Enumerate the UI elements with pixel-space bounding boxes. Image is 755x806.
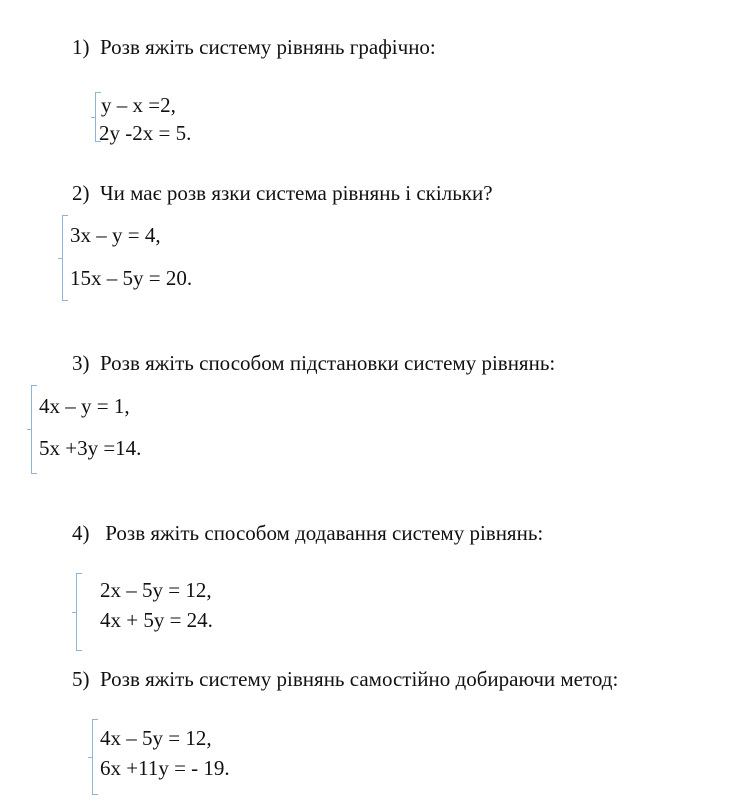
- task-3-text: Розв яжіть способом підстановки систему рівнянь:: [100, 351, 556, 375]
- task-1-equation-2: 2y -2x = 5.: [99, 121, 192, 145]
- task-2-equation-2: 15x – 5y = 20.: [70, 266, 193, 290]
- task-4-equation-1: 2x – 5y = 12,: [100, 578, 212, 602]
- task-5-number: 5): [72, 667, 90, 691]
- task-4-equation-2: 4x + 5y = 24.: [100, 608, 213, 632]
- task-4-brace: [76, 573, 77, 651]
- task-5-heading: [72, 667, 618, 691]
- task-5-text: Розв яжіть систему рівнянь самостійно добираючи метод:: [100, 667, 619, 691]
- task-1-text: Розв яжіть систему рівнянь графічно:: [100, 35, 436, 59]
- task-3-equation-2: 5x +3y =14.: [39, 436, 142, 460]
- task-1-brace: [95, 92, 96, 142]
- task-4-text: Розв яжіть способом додавання систему рівнянь:: [105, 521, 544, 545]
- task-4-heading: [72, 521, 543, 545]
- task-2-brace: [62, 215, 63, 301]
- task-4-number: 4): [72, 521, 90, 545]
- task-5-equation-2: 6x +11y = - 19.: [100, 756, 230, 780]
- task-2-text: Чи має розв язки система рівнянь і скільки?: [100, 181, 493, 205]
- task-3-number: 3): [72, 351, 90, 375]
- task-5-brace: [92, 719, 93, 795]
- task-2-heading: [72, 181, 493, 205]
- task-2-equation-1: 3x – y = 4,: [70, 223, 161, 247]
- task-3-brace: [31, 385, 32, 474]
- task-5-equation-1: 4x – 5y = 12,: [100, 726, 212, 750]
- task-1-equation-1: y – x =2,: [101, 93, 176, 117]
- task-3-equation-1: 4x – y = 1,: [39, 394, 130, 418]
- task-1-number: 1): [72, 35, 90, 59]
- task-1-heading: [72, 35, 436, 59]
- task-2-number: 2): [72, 181, 90, 205]
- task-3-heading: [72, 351, 555, 375]
